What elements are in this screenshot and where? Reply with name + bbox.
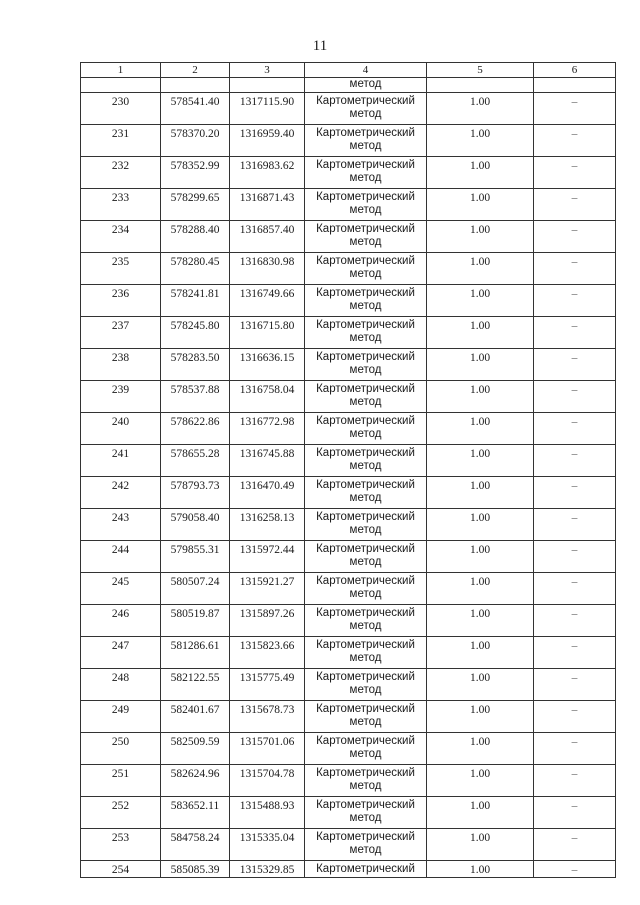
table-row bbox=[81, 829, 616, 861]
point-number-cell: 253 bbox=[81, 829, 161, 861]
method-cell: Картометрический метод bbox=[305, 509, 427, 541]
point-number-cell: 239 bbox=[81, 381, 161, 413]
accuracy-cell: 1.00 bbox=[427, 701, 534, 733]
note-cell: – bbox=[534, 541, 616, 573]
accuracy-cell: 1.00 bbox=[427, 221, 534, 253]
y-coordinate-cell: 1315972.44 bbox=[230, 541, 305, 573]
point-number-cell: 245 bbox=[81, 573, 161, 605]
x-coordinate-cell: 578622.86 bbox=[161, 413, 230, 445]
y-coordinate-cell: 1317115.90 bbox=[230, 93, 305, 125]
table-row bbox=[81, 509, 616, 541]
accuracy-cell: 1.00 bbox=[427, 637, 534, 669]
note-cell: – bbox=[534, 189, 616, 221]
note-cell: – bbox=[534, 829, 616, 861]
note-cell: – bbox=[534, 733, 616, 765]
method-cell: Картометрический метод bbox=[305, 317, 427, 349]
y-coordinate-cell: 1315775.49 bbox=[230, 669, 305, 701]
x-coordinate-cell: 582509.59 bbox=[161, 733, 230, 765]
note-cell: – bbox=[534, 381, 616, 413]
table-row bbox=[81, 605, 616, 637]
point-number-cell: 243 bbox=[81, 509, 161, 541]
note-cell: – bbox=[534, 285, 616, 317]
accuracy-cell: 1.00 bbox=[427, 605, 534, 637]
point-number-cell: 254 bbox=[81, 861, 161, 878]
note-cell: – bbox=[534, 509, 616, 541]
point-number-cell: 232 bbox=[81, 157, 161, 189]
x-coordinate-cell: 578280.45 bbox=[161, 253, 230, 285]
note-cell: – bbox=[534, 637, 616, 669]
x-coordinate-cell: 579058.40 bbox=[161, 509, 230, 541]
note-cell: – bbox=[534, 573, 616, 605]
point-number-cell: 233 bbox=[81, 189, 161, 221]
note-cell: – bbox=[534, 125, 616, 157]
x-coordinate-cell: 578352.99 bbox=[161, 157, 230, 189]
accuracy-cell: 1.00 bbox=[427, 669, 534, 701]
x-coordinate-cell: 578541.40 bbox=[161, 93, 230, 125]
method-cell: метод bbox=[305, 78, 427, 93]
y-coordinate-cell: 1315921.27 bbox=[230, 573, 305, 605]
method-cell: Картометрический метод bbox=[305, 829, 427, 861]
column-header: 4 bbox=[305, 63, 427, 78]
method-cell: Картометрический метод bbox=[305, 157, 427, 189]
x-coordinate-cell: 578370.20 bbox=[161, 125, 230, 157]
accuracy-cell: 1.00 bbox=[427, 477, 534, 509]
y-coordinate-cell: 1316959.40 bbox=[230, 125, 305, 157]
method-cell: Картометрический метод bbox=[305, 541, 427, 573]
accuracy-cell: 1.00 bbox=[427, 765, 534, 797]
accuracy-cell: 1.00 bbox=[427, 509, 534, 541]
point-number-cell: 252 bbox=[81, 797, 161, 829]
table-row bbox=[81, 157, 616, 189]
table-cell bbox=[427, 78, 534, 93]
table-row bbox=[81, 253, 616, 285]
x-coordinate-cell: 582624.96 bbox=[161, 765, 230, 797]
y-coordinate-cell: 1316772.98 bbox=[230, 413, 305, 445]
x-coordinate-cell: 584758.24 bbox=[161, 829, 230, 861]
method-cell: Картометрический метод bbox=[305, 125, 427, 157]
x-coordinate-cell: 578655.28 bbox=[161, 445, 230, 477]
table-row bbox=[81, 637, 616, 669]
table-row bbox=[81, 573, 616, 605]
column-number-row bbox=[81, 63, 616, 78]
method-cell: Картометрический метод bbox=[305, 285, 427, 317]
note-cell: – bbox=[534, 413, 616, 445]
point-number-cell: 242 bbox=[81, 477, 161, 509]
point-number-cell: 249 bbox=[81, 701, 161, 733]
method-cell: Картометрический метод bbox=[305, 733, 427, 765]
table-row bbox=[81, 349, 616, 381]
x-coordinate-cell: 582122.55 bbox=[161, 669, 230, 701]
page-number: 11 bbox=[312, 38, 328, 54]
x-coordinate-cell: 578283.50 bbox=[161, 349, 230, 381]
method-cell: Картометрический метод bbox=[305, 189, 427, 221]
table-row bbox=[81, 445, 616, 477]
method-cell: Картометрический метод bbox=[305, 701, 427, 733]
accuracy-cell: 1.00 bbox=[427, 413, 534, 445]
point-number-cell: 238 bbox=[81, 349, 161, 381]
table-row bbox=[81, 541, 616, 573]
table-cell bbox=[81, 78, 161, 93]
table-row bbox=[81, 669, 616, 701]
x-coordinate-cell: 578537.88 bbox=[161, 381, 230, 413]
note-cell: – bbox=[534, 605, 616, 637]
note-cell: – bbox=[534, 93, 616, 125]
point-number-cell: 241 bbox=[81, 445, 161, 477]
y-coordinate-cell: 1316715.80 bbox=[230, 317, 305, 349]
method-cell: Картометрический метод bbox=[305, 669, 427, 701]
accuracy-cell: 1.00 bbox=[427, 93, 534, 125]
table-row bbox=[81, 413, 616, 445]
y-coordinate-cell: 1316758.04 bbox=[230, 381, 305, 413]
method-cell: Картометрический метод bbox=[305, 477, 427, 509]
column-header: 3 bbox=[230, 63, 305, 78]
accuracy-cell: 1.00 bbox=[427, 253, 534, 285]
x-coordinate-cell: 579855.31 bbox=[161, 541, 230, 573]
note-cell: – bbox=[534, 861, 616, 878]
x-coordinate-cell: 583652.11 bbox=[161, 797, 230, 829]
table-cell bbox=[230, 78, 305, 93]
table-row bbox=[81, 125, 616, 157]
x-coordinate-cell: 578241.81 bbox=[161, 285, 230, 317]
method-cell: Картометрический метод bbox=[305, 573, 427, 605]
y-coordinate-cell: 1316983.62 bbox=[230, 157, 305, 189]
accuracy-cell: 1.00 bbox=[427, 157, 534, 189]
x-coordinate-cell: 578288.40 bbox=[161, 221, 230, 253]
table-row bbox=[81, 189, 616, 221]
note-cell: – bbox=[534, 797, 616, 829]
y-coordinate-cell: 1316258.13 bbox=[230, 509, 305, 541]
coordinates-table bbox=[80, 62, 616, 878]
x-coordinate-cell: 580519.87 bbox=[161, 605, 230, 637]
y-coordinate-cell: 1315704.78 bbox=[230, 765, 305, 797]
point-number-cell: 246 bbox=[81, 605, 161, 637]
column-header: 2 bbox=[161, 63, 230, 78]
point-number-cell: 234 bbox=[81, 221, 161, 253]
column-header: 6 bbox=[534, 63, 616, 78]
note-cell: – bbox=[534, 253, 616, 285]
method-cell: Картометрический bbox=[305, 861, 427, 878]
y-coordinate-cell: 1315678.73 bbox=[230, 701, 305, 733]
table-row bbox=[81, 285, 616, 317]
accuracy-cell: 1.00 bbox=[427, 541, 534, 573]
method-cell: Картометрический метод bbox=[305, 797, 427, 829]
y-coordinate-cell: 1315897.26 bbox=[230, 605, 305, 637]
y-coordinate-cell: 1315329.85 bbox=[230, 861, 305, 878]
accuracy-cell: 1.00 bbox=[427, 445, 534, 477]
point-number-cell: 248 bbox=[81, 669, 161, 701]
method-cell: Картометрический метод bbox=[305, 253, 427, 285]
method-cell: Картометрический метод bbox=[305, 381, 427, 413]
x-coordinate-cell: 578299.65 bbox=[161, 189, 230, 221]
point-number-cell: 230 bbox=[81, 93, 161, 125]
method-cell: Картометрический метод bbox=[305, 637, 427, 669]
column-header: 1 bbox=[81, 63, 161, 78]
accuracy-cell: 1.00 bbox=[427, 317, 534, 349]
table-row bbox=[81, 701, 616, 733]
accuracy-cell: 1.00 bbox=[427, 861, 534, 878]
y-coordinate-cell: 1315335.04 bbox=[230, 829, 305, 861]
point-number-cell: 244 bbox=[81, 541, 161, 573]
table-row bbox=[81, 765, 616, 797]
accuracy-cell: 1.00 bbox=[427, 189, 534, 221]
method-cell: Картометрический метод bbox=[305, 349, 427, 381]
y-coordinate-cell: 1315488.93 bbox=[230, 797, 305, 829]
x-coordinate-cell: 578245.80 bbox=[161, 317, 230, 349]
x-coordinate-cell: 582401.67 bbox=[161, 701, 230, 733]
point-number-cell: 235 bbox=[81, 253, 161, 285]
table-row bbox=[81, 797, 616, 829]
method-cell: Картометрический метод bbox=[305, 221, 427, 253]
table-cell bbox=[161, 78, 230, 93]
note-cell: – bbox=[534, 445, 616, 477]
point-number-cell: 247 bbox=[81, 637, 161, 669]
point-number-cell: 250 bbox=[81, 733, 161, 765]
note-cell: – bbox=[534, 701, 616, 733]
note-cell: – bbox=[534, 317, 616, 349]
accuracy-cell: 1.00 bbox=[427, 285, 534, 317]
table-cell bbox=[534, 78, 616, 93]
y-coordinate-cell: 1316857.40 bbox=[230, 221, 305, 253]
x-coordinate-cell: 581286.61 bbox=[161, 637, 230, 669]
note-cell: – bbox=[534, 765, 616, 797]
y-coordinate-cell: 1316749.66 bbox=[230, 285, 305, 317]
point-number-cell: 251 bbox=[81, 765, 161, 797]
point-number-cell: 231 bbox=[81, 125, 161, 157]
method-cell: Картометрический метод bbox=[305, 765, 427, 797]
y-coordinate-cell: 1316871.43 bbox=[230, 189, 305, 221]
point-number-cell: 237 bbox=[81, 317, 161, 349]
accuracy-cell: 1.00 bbox=[427, 733, 534, 765]
method-cell: Картометрический метод bbox=[305, 605, 427, 637]
note-cell: – bbox=[534, 669, 616, 701]
table-row bbox=[81, 381, 616, 413]
y-coordinate-cell: 1316636.15 bbox=[230, 349, 305, 381]
accuracy-cell: 1.00 bbox=[427, 573, 534, 605]
y-coordinate-cell: 1315701.06 bbox=[230, 733, 305, 765]
y-coordinate-cell: 1316470.49 bbox=[230, 477, 305, 509]
accuracy-cell: 1.00 bbox=[427, 381, 534, 413]
method-cell: Картометрический метод bbox=[305, 93, 427, 125]
x-coordinate-cell: 580507.24 bbox=[161, 573, 230, 605]
accuracy-cell: 1.00 bbox=[427, 349, 534, 381]
note-cell: – bbox=[534, 221, 616, 253]
table-row bbox=[81, 317, 616, 349]
point-number-cell: 236 bbox=[81, 285, 161, 317]
table-row bbox=[81, 733, 616, 765]
y-coordinate-cell: 1315823.66 bbox=[230, 637, 305, 669]
note-cell: – bbox=[534, 477, 616, 509]
y-coordinate-cell: 1316830.98 bbox=[230, 253, 305, 285]
table-row bbox=[81, 477, 616, 509]
table-row bbox=[81, 221, 616, 253]
table-row bbox=[81, 93, 616, 125]
point-number-cell: 240 bbox=[81, 413, 161, 445]
method-cell: Картометрический метод bbox=[305, 413, 427, 445]
x-coordinate-cell: 578793.73 bbox=[161, 477, 230, 509]
note-cell: – bbox=[534, 157, 616, 189]
accuracy-cell: 1.00 bbox=[427, 829, 534, 861]
note-cell: – bbox=[534, 349, 616, 381]
method-cell: Картометрический метод bbox=[305, 445, 427, 477]
continuation-row bbox=[81, 78, 616, 93]
accuracy-cell: 1.00 bbox=[427, 797, 534, 829]
y-coordinate-cell: 1316745.88 bbox=[230, 445, 305, 477]
table-row bbox=[81, 861, 616, 878]
x-coordinate-cell: 585085.39 bbox=[161, 861, 230, 878]
accuracy-cell: 1.00 bbox=[427, 125, 534, 157]
column-header: 5 bbox=[427, 63, 534, 78]
